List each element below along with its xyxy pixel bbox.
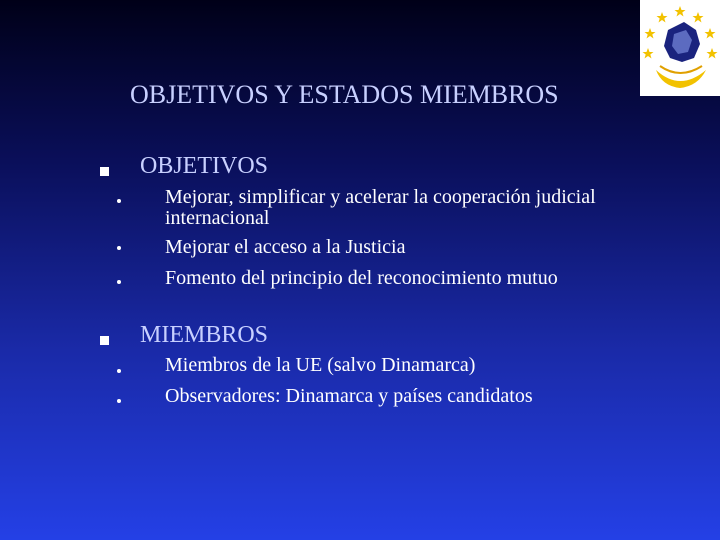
section-heading-objetivos: OBJETIVOS (140, 153, 269, 179)
list-item: Mejorar, simplificar y acelerar la cooperación judicial internacional (165, 186, 596, 229)
list-item: Miembros de la UE (salvo Dinamarca) (165, 354, 476, 376)
square-bullet-icon (100, 336, 109, 345)
list-item: Observadores: Dinamarca y países candidatos (165, 385, 533, 407)
square-bullet-icon (100, 167, 109, 176)
list-item: Mejorar el acceso a la Justicia (165, 236, 406, 258)
bullet-dot-icon (117, 399, 121, 403)
bullet-dot-icon (117, 246, 121, 250)
section-heading-miembros: MIEMBROS (140, 322, 269, 348)
slide-title: OBJETIVOS Y ESTADOS MIEMBROS (130, 80, 559, 109)
bullet-dot-icon (117, 369, 121, 373)
bullet-dot-icon (117, 280, 121, 284)
list-item: Fomento del principio del reconocimiento mutuo (165, 267, 558, 289)
bullet-dot-icon (117, 199, 121, 203)
